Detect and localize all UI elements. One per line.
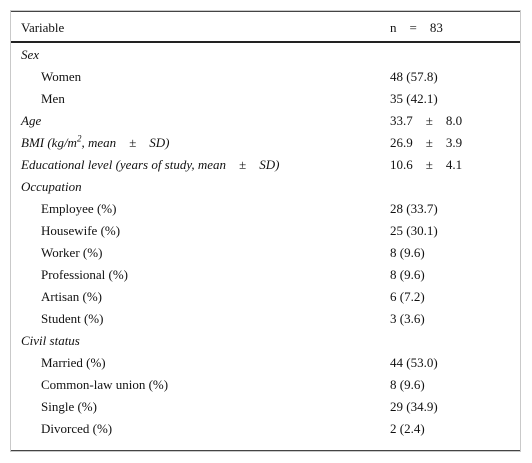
row-label — [21, 132, 169, 154]
row-label: Single (%) — [41, 399, 97, 414]
row-label: Housewife (%) — [41, 223, 121, 238]
row-value: 8 (9.6) — [390, 267, 425, 282]
row-label: Sex — [21, 47, 40, 62]
table-body — [11, 43, 520, 440]
row-label: Professional (%) — [41, 267, 129, 282]
table-row — [11, 110, 520, 132]
table-row — [11, 220, 520, 242]
row-label: Occupation — [21, 179, 82, 194]
row-label-prefix: BMI (kg/m — [21, 135, 77, 150]
table-row — [11, 132, 520, 154]
row-value: 8 (9.6) — [390, 377, 425, 392]
row-value: 29 (34.9) — [390, 399, 438, 414]
row-value: 6 (7.2) — [390, 289, 425, 304]
table-row — [11, 264, 520, 286]
row-value: 28 (33.7) — [390, 201, 438, 216]
table-row — [11, 176, 520, 198]
table-row — [11, 286, 520, 308]
row-label: Worker (%) — [41, 245, 103, 260]
row-label: Employee (%) — [41, 201, 117, 216]
row-label: Civil status — [21, 333, 80, 348]
header-variable: Variable — [21, 20, 65, 35]
row-label: Common-law union (%) — [41, 377, 169, 392]
row-value: 33.7 ± 8.0 — [390, 113, 463, 128]
table-row — [11, 44, 520, 66]
row-label: Married (%) — [41, 355, 106, 370]
row-label: Educational level (years of study, mean ± SD) — [21, 157, 280, 172]
table-row — [11, 242, 520, 264]
row-label: Age — [21, 113, 42, 128]
row-value: 3 (3.6) — [390, 311, 425, 326]
table-row — [11, 396, 520, 418]
table-bottom-rule — [11, 450, 520, 451]
demographics-table — [10, 10, 521, 452]
table-row — [11, 154, 520, 176]
row-label: Men — [41, 91, 65, 106]
row-value: 10.6 ± 4.1 — [390, 157, 463, 172]
table-row — [11, 308, 520, 330]
row-label-suffix: , mean ± SD) — [81, 135, 170, 150]
table-header — [11, 11, 520, 43]
table-row — [11, 66, 520, 88]
row-label: Women — [41, 69, 82, 84]
table-row — [11, 418, 520, 440]
table-row — [11, 198, 520, 220]
row-label: Divorced (%) — [41, 421, 113, 436]
table-row — [11, 352, 520, 374]
row-value: 25 (30.1) — [390, 223, 438, 238]
table-row — [11, 330, 520, 352]
row-value: 44 (53.0) — [390, 355, 438, 370]
row-label: Artisan (%) — [41, 289, 103, 304]
table-row — [11, 88, 520, 110]
table-row — [11, 374, 520, 396]
row-value: 8 (9.6) — [390, 245, 425, 260]
header-n: n = 83 — [390, 20, 443, 35]
row-value: 48 (57.8) — [390, 69, 438, 84]
row-label: Student (%) — [41, 311, 104, 326]
row-value: 2 (2.4) — [390, 421, 425, 436]
row-label-sup: 2 — [76, 133, 82, 144]
row-value: 35 (42.1) — [390, 91, 438, 106]
row-value: 26.9 ± 3.9 — [390, 135, 463, 150]
